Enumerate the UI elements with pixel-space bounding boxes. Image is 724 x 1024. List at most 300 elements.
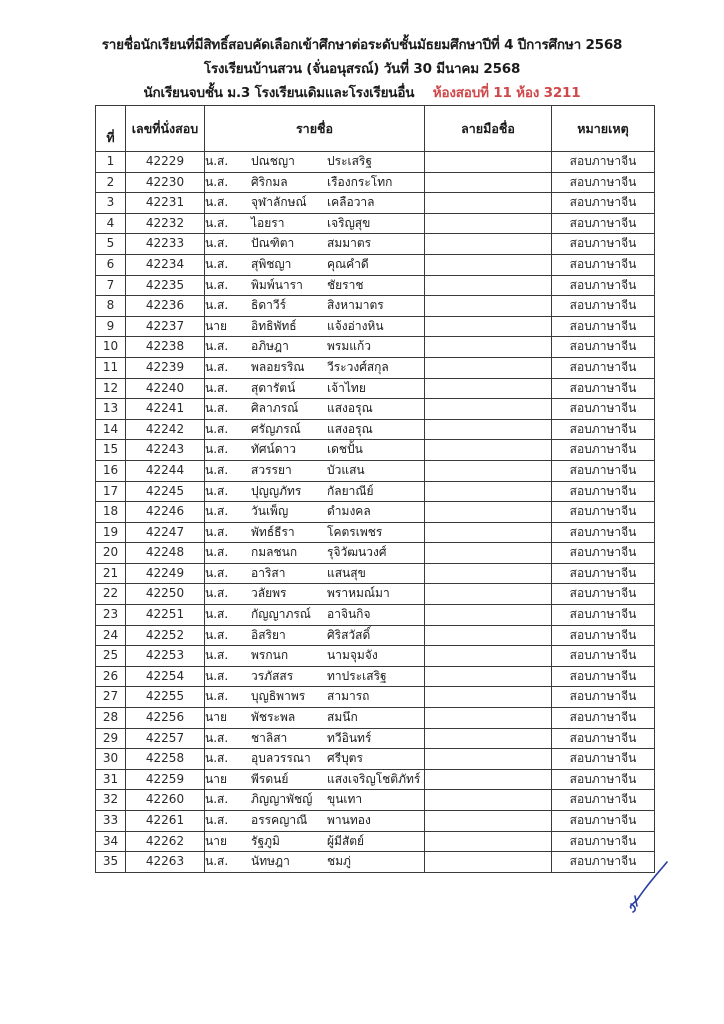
last-name: วีระวงศ์สกุล (327, 359, 389, 374)
first-name: กมลชนก (251, 545, 298, 560)
signature-cell[interactable] (425, 337, 552, 358)
remark: สอบภาษาจีน (552, 460, 655, 481)
table-row (96, 584, 655, 605)
name-title: น.ส. (205, 421, 229, 436)
name-title: น.ส. (205, 565, 229, 580)
student-name (205, 646, 425, 667)
name-title: นาย (205, 318, 227, 333)
seat-number: 42241 (126, 399, 205, 420)
name-title: น.ส. (205, 277, 229, 292)
remark: สอบภาษาจีน (552, 419, 655, 440)
signature-mark (625, 860, 685, 920)
last-name: โคตรเพชร (327, 524, 383, 539)
table-row (96, 708, 655, 729)
first-name: อาริสา (251, 565, 286, 580)
row-number: 4 (96, 213, 126, 234)
name-title: น.ส. (205, 359, 229, 374)
student-name (205, 296, 425, 317)
table-row (96, 605, 655, 626)
seat-number: 42261 (126, 811, 205, 832)
remark: สอบภาษาจีน (552, 254, 655, 275)
signature-cell[interactable] (425, 790, 552, 811)
seat-number: 42249 (126, 563, 205, 584)
student-name (205, 522, 425, 543)
name-title: น.ส. (205, 545, 229, 560)
table-body (96, 152, 655, 873)
first-name: รัฐภูมิ (251, 833, 280, 848)
row-number: 33 (96, 811, 126, 832)
remark: สอบภาษาจีน (552, 625, 655, 646)
remark: สอบภาษาจีน (552, 666, 655, 687)
student-name (205, 316, 425, 337)
student-name (205, 831, 425, 852)
row-number: 24 (96, 625, 126, 646)
remark: สอบภาษาจีน (552, 749, 655, 770)
table-header-row (96, 106, 655, 152)
table-row (96, 666, 655, 687)
first-name: ธิดาวีร์ (251, 298, 287, 313)
signature-cell[interactable] (425, 234, 552, 255)
name-title: น.ส. (205, 689, 229, 704)
row-number: 21 (96, 563, 126, 584)
signature-cell[interactable] (425, 563, 552, 584)
seat-number: 42229 (126, 152, 205, 173)
first-name: สวรรยา (251, 462, 292, 477)
row-number: 11 (96, 357, 126, 378)
last-name: รุจิวัฒนวงศ์ (327, 545, 387, 560)
name-title: น.ส. (205, 462, 229, 477)
signature-cell[interactable] (425, 378, 552, 399)
signature-cell[interactable] (425, 811, 552, 832)
table-row (96, 193, 655, 214)
row-number: 30 (96, 749, 126, 770)
student-name (205, 399, 425, 420)
table-row (96, 357, 655, 378)
signature-cell[interactable] (425, 522, 552, 543)
table-row (96, 213, 655, 234)
table-row (96, 831, 655, 852)
signature-cell[interactable] (425, 769, 552, 790)
remark: สอบภาษาจีน (552, 852, 655, 873)
first-name: กัญญาภรณ์ (251, 607, 311, 622)
seat-number: 42258 (126, 749, 205, 770)
signature-cell[interactable] (425, 152, 552, 173)
row-number: 1 (96, 152, 126, 173)
first-name: อุบลวรรณา (251, 751, 311, 766)
name-title: นาย (205, 710, 227, 725)
seat-number: 42255 (126, 687, 205, 708)
row-number: 6 (96, 254, 126, 275)
table-row (96, 728, 655, 749)
table-row (96, 419, 655, 440)
remark: สอบภาษาจีน (552, 522, 655, 543)
first-name: พีรดนย์ (251, 771, 289, 786)
signature-cell[interactable] (425, 666, 552, 687)
seat-number: 42235 (126, 275, 205, 296)
name-title: น.ส. (205, 236, 229, 251)
seat-number: 42230 (126, 172, 205, 193)
name-title: น.ส. (205, 792, 229, 807)
remark: สอบภาษาจีน (552, 172, 655, 193)
signature-cell[interactable] (425, 275, 552, 296)
seat-number: 42250 (126, 584, 205, 605)
student-name (205, 811, 425, 832)
student-name (205, 378, 425, 399)
remark: สอบภาษาจีน (552, 769, 655, 790)
last-name: ผู้มีสัตย์ (327, 833, 365, 848)
remark: สอบภาษาจีน (552, 275, 655, 296)
student-name (205, 769, 425, 790)
last-name: พรมแก้ว (327, 339, 372, 354)
remark: สอบภาษาจีน (552, 399, 655, 420)
student-name (205, 193, 425, 214)
student-name (205, 543, 425, 564)
table-row (96, 152, 655, 173)
row-number: 29 (96, 728, 126, 749)
name-title: น.ส. (205, 380, 229, 395)
student-name (205, 152, 425, 173)
header-name: รายชื่อ (205, 106, 425, 152)
signature-cell[interactable] (425, 584, 552, 605)
seat-number: 42242 (126, 419, 205, 440)
header-signature: ลายมือชื่อ (425, 106, 552, 152)
seat-number: 42256 (126, 708, 205, 729)
signature-cell[interactable] (425, 419, 552, 440)
seat-number: 42262 (126, 831, 205, 852)
first-name: พิมพ์นารา (251, 277, 303, 292)
row-number: 19 (96, 522, 126, 543)
row-number: 13 (96, 399, 126, 420)
remark: สอบภาษาจีน (552, 193, 655, 214)
name-title: น.ส. (205, 504, 229, 519)
last-name: พราหมณ์มา (327, 586, 390, 601)
seat-number: 42257 (126, 728, 205, 749)
student-name (205, 728, 425, 749)
signature-cell[interactable] (425, 440, 552, 461)
signature-cell[interactable] (425, 481, 552, 502)
last-name: สมนึก (327, 710, 358, 725)
table-row (96, 460, 655, 481)
remark: สอบภาษาจีน (552, 378, 655, 399)
signature-cell[interactable] (425, 296, 552, 317)
seat-number: 42252 (126, 625, 205, 646)
table-row (96, 522, 655, 543)
signature-cell[interactable] (425, 213, 552, 234)
seat-number: 42245 (126, 481, 205, 502)
name-title: น.ส. (205, 339, 229, 354)
table-row (96, 440, 655, 461)
row-number: 35 (96, 852, 126, 873)
table-row (96, 790, 655, 811)
remark: สอบภาษาจีน (552, 687, 655, 708)
first-name: พลอยรริณ (251, 359, 305, 374)
remark: สอบภาษาจีน (552, 790, 655, 811)
student-name (205, 749, 425, 770)
last-name: เดชปั้น (327, 442, 363, 457)
last-name: พานทอง (327, 813, 371, 827)
first-name: พรกนก (251, 648, 289, 663)
row-number: 9 (96, 316, 126, 337)
name-title: น.ส. (205, 483, 229, 498)
row-number: 8 (96, 296, 126, 317)
seat-number: 42247 (126, 522, 205, 543)
first-name: ภิญญาพัชญ์ (251, 792, 313, 807)
table-row (96, 502, 655, 523)
remark: สอบภาษาจีน (552, 357, 655, 378)
row-number: 15 (96, 440, 126, 461)
seat-number: 42237 (126, 316, 205, 337)
remark: สอบภาษาจีน (552, 481, 655, 502)
table-row (96, 811, 655, 832)
first-name: สุดารัตน์ (251, 380, 296, 395)
student-name (205, 337, 425, 358)
first-name: บุญธิพาพร (251, 689, 306, 704)
row-number: 12 (96, 378, 126, 399)
row-number: 10 (96, 337, 126, 358)
seat-number: 42239 (126, 357, 205, 378)
table-row (96, 852, 655, 873)
student-name (205, 357, 425, 378)
student-group: นักเรียนจบชั้น ม.3 โรงเรียนเดิมและโรงเรียนอื่น (143, 85, 415, 101)
remark: สอบภาษาจีน (552, 543, 655, 564)
last-name: ทวีอินทร์ (327, 730, 372, 745)
seat-number: 42260 (126, 790, 205, 811)
student-name (205, 584, 425, 605)
seat-number: 42251 (126, 605, 205, 626)
signature-cell[interactable] (425, 625, 552, 646)
table-row (96, 625, 655, 646)
header-remark: หมายเหตุ (552, 106, 655, 152)
table-row (96, 234, 655, 255)
signature-cell[interactable] (425, 728, 552, 749)
last-name: แสงเจริญโชติภัทร์ (327, 771, 421, 786)
row-number: 34 (96, 831, 126, 852)
first-name: ปณชญา (251, 154, 295, 168)
remark: สอบภาษาจีน (552, 316, 655, 337)
remark: สอบภาษาจีน (552, 605, 655, 626)
table-row (96, 646, 655, 667)
document-title: รายชื่อนักเรียนที่มีสิทธิ์สอบคัดเลือกเข้าศึกษาต่อระดับชั้นมัธยมศึกษาปีที่ 4 ปีการศึกษา 2568 (101, 37, 623, 53)
student-name (205, 440, 425, 461)
name-title: น.ส. (205, 751, 229, 766)
table-row (96, 172, 655, 193)
seat-number: 42236 (126, 296, 205, 317)
header-seat-number: เลขที่นั่งสอบ (126, 106, 205, 152)
signature-cell[interactable] (425, 831, 552, 852)
name-title: น.ส. (205, 401, 229, 416)
name-title: น.ส. (205, 668, 229, 683)
student-name (205, 666, 425, 687)
row-number: 28 (96, 708, 126, 729)
signature-cell[interactable] (425, 605, 552, 626)
first-name: วันเพ็ญ (251, 504, 289, 519)
first-name: ปุญญภัทร (251, 483, 302, 498)
row-number: 22 (96, 584, 126, 605)
first-name: จุฬาลักษณ์ (251, 195, 307, 210)
last-name: เจ้าไทย (327, 380, 366, 395)
remark: สอบภาษาจีน (552, 831, 655, 852)
signature-cell[interactable] (425, 172, 552, 193)
last-name: อาจินกิจ (327, 607, 371, 622)
name-title: นาย (205, 833, 227, 848)
table-row (96, 337, 655, 358)
signature-cell[interactable] (425, 749, 552, 770)
seat-number: 42244 (126, 460, 205, 481)
signature-cell[interactable] (425, 708, 552, 729)
remark: สอบภาษาจีน (552, 234, 655, 255)
name-title: น.ส. (205, 813, 229, 827)
row-number: 7 (96, 275, 126, 296)
signature-cell[interactable] (425, 357, 552, 378)
first-name: อิทธิพัทธ์ (251, 318, 297, 333)
signature-cell[interactable] (425, 687, 552, 708)
student-name (205, 254, 425, 275)
last-name: เคลือวาล (327, 195, 375, 210)
subtitle (0, 81, 724, 103)
signature-cell[interactable] (425, 460, 552, 481)
student-name (205, 460, 425, 481)
first-name: อรรคญาณี (251, 813, 308, 827)
name-title: น.ส. (205, 854, 229, 869)
row-number: 20 (96, 543, 126, 564)
row-number: 16 (96, 460, 126, 481)
seat-number: 42243 (126, 440, 205, 461)
student-name (205, 605, 425, 626)
last-name: สมมาตร (327, 236, 372, 251)
name-title: น.ส. (205, 586, 229, 601)
name-title: น.ส. (205, 195, 229, 210)
table-row (96, 275, 655, 296)
seat-number: 42233 (126, 234, 205, 255)
remark: สอบภาษาจีน (552, 296, 655, 317)
row-number: 18 (96, 502, 126, 523)
name-title: น.ส. (205, 730, 229, 745)
row-number: 2 (96, 172, 126, 193)
last-name: แสนสุข (327, 565, 366, 580)
row-number: 32 (96, 790, 126, 811)
row-number: 25 (96, 646, 126, 667)
table-row (96, 316, 655, 337)
first-name: ศิริกมล (251, 174, 288, 189)
seat-number: 42253 (126, 646, 205, 667)
last-name: สามารถ (327, 689, 370, 704)
first-name: ทัศน์ดาว (251, 442, 296, 457)
last-name: ชัยราช (327, 277, 364, 292)
name-title: น.ส. (205, 524, 229, 539)
last-name: บัวแสน (327, 462, 365, 477)
name-title: น.ส. (205, 442, 229, 457)
student-name (205, 213, 425, 234)
student-name (205, 625, 425, 646)
seat-number: 42238 (126, 337, 205, 358)
student-name (205, 708, 425, 729)
school-and-date: โรงเรียนบ้านสวน (จั่นอนุสรณ์) วันที่ 30 มีนาคม 2568 (203, 61, 521, 77)
table-row (96, 296, 655, 317)
student-name (205, 790, 425, 811)
student-name (205, 275, 425, 296)
last-name: เรืองกระโทก (327, 174, 393, 189)
signature-cell[interactable] (425, 502, 552, 523)
signature-cell[interactable] (425, 399, 552, 420)
first-name: พัชระพล (251, 710, 296, 725)
last-name: แสงอรุณ (327, 421, 373, 436)
first-name: ปัณฑิตา (251, 236, 295, 251)
student-name (205, 481, 425, 502)
seat-number: 42246 (126, 502, 205, 523)
header-no: ที่ (96, 106, 126, 152)
table-row (96, 399, 655, 420)
signature-cell[interactable] (425, 254, 552, 275)
name-title: น.ส. (205, 215, 229, 230)
seat-number: 42240 (126, 378, 205, 399)
last-name: คุณคำดี (327, 256, 369, 271)
remark: สอบภาษาจีน (552, 646, 655, 667)
student-name (205, 852, 425, 873)
seat-number: 42254 (126, 666, 205, 687)
seat-number: 42248 (126, 543, 205, 564)
last-name: แสงอรุณ (327, 401, 373, 416)
remark: สอบภาษาจีน (552, 213, 655, 234)
name-title: น.ส. (205, 627, 229, 642)
table-row (96, 749, 655, 770)
last-name: สิงหามาตร (327, 298, 384, 313)
signature-cell[interactable] (425, 316, 552, 337)
first-name: สุพิชญา (251, 256, 292, 271)
seat-number: 42232 (126, 213, 205, 234)
table-row (96, 563, 655, 584)
name-title: น.ส. (205, 607, 229, 622)
exam-room: ห้องสอบที่ 11 ห้อง 3211 (432, 85, 581, 101)
row-number: 17 (96, 481, 126, 502)
first-name: ศรัญภรณ์ (251, 421, 301, 436)
seat-number: 42263 (126, 852, 205, 873)
signature-cell[interactable] (425, 543, 552, 564)
first-name: พัทธ์ธีรา (251, 524, 295, 539)
seat-number: 42259 (126, 769, 205, 790)
student-name (205, 419, 425, 440)
name-title: นาย (205, 771, 227, 786)
table-row (96, 378, 655, 399)
first-name: วรภัสสร (251, 668, 294, 683)
row-number: 3 (96, 193, 126, 214)
row-number: 14 (96, 419, 126, 440)
last-name: ประเสริฐ (327, 154, 372, 168)
first-name: นัทษฎา (251, 854, 290, 869)
last-name: ดำมงคล (327, 504, 371, 519)
name-title: น.ส. (205, 154, 229, 168)
name-title: น.ส. (205, 256, 229, 271)
signature-cell[interactable] (425, 193, 552, 214)
student-roster-table (95, 105, 655, 873)
last-name: แจ้งอ่างหิน (327, 318, 384, 333)
signature-cell[interactable] (425, 646, 552, 667)
last-name: เจริญสุข (327, 215, 371, 230)
last-name: ศรีบุตร (327, 751, 363, 766)
row-number: 31 (96, 769, 126, 790)
last-name: ขุนเทา (327, 792, 363, 807)
table-row (96, 481, 655, 502)
last-name: ชมภู่ (327, 854, 351, 869)
remark: สอบภาษาจีน (552, 708, 655, 729)
seat-number: 42234 (126, 254, 205, 275)
student-name (205, 502, 425, 523)
signature-cell[interactable] (425, 852, 552, 873)
row-number: 5 (96, 234, 126, 255)
seat-number: 42231 (126, 193, 205, 214)
student-name (205, 234, 425, 255)
first-name: ชาลิสา (251, 730, 288, 745)
row-number: 23 (96, 605, 126, 626)
